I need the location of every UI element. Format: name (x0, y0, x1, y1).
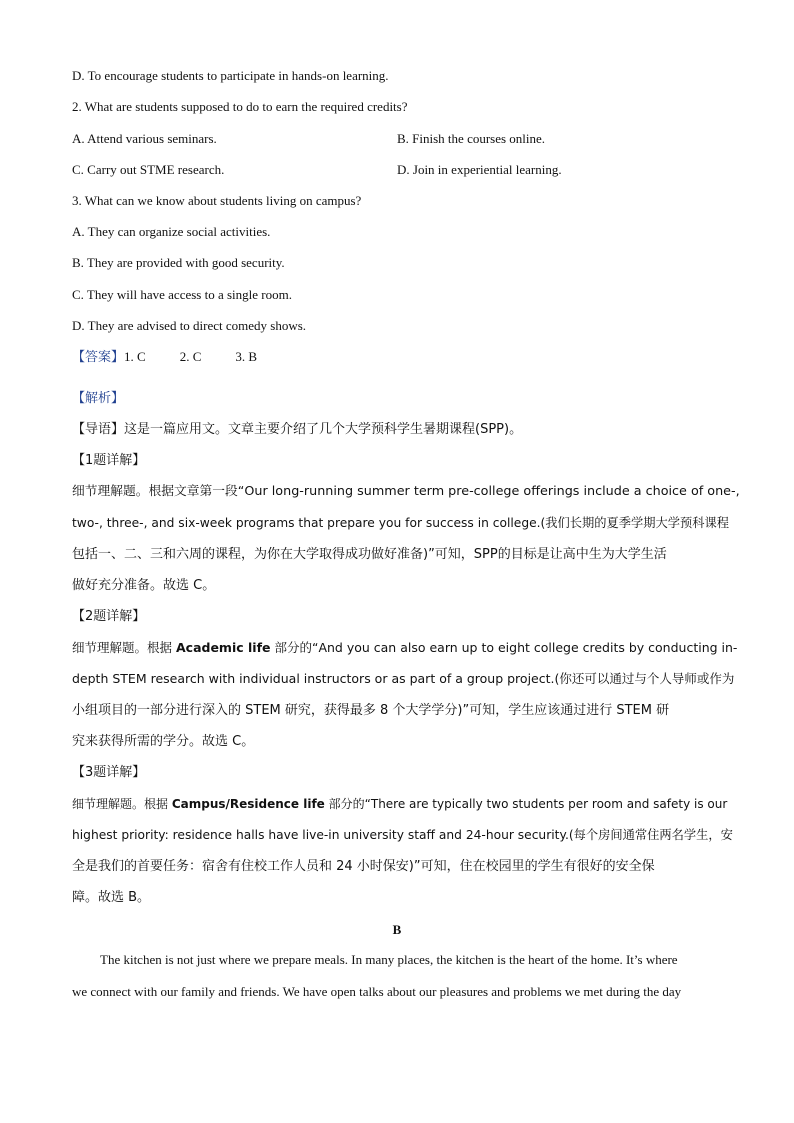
q2-option-b: B. Finish the courses online. (397, 131, 546, 146)
answer-label: 【答案】 (72, 350, 125, 365)
detail-2-section-name: Academic life (175, 640, 271, 655)
intro-line (72, 421, 522, 439)
detail-2-line-1-pre: 细节理解题。根据 (72, 640, 176, 655)
detail-3-line-1-post: 部分的“There are typically two students per room and safety is our (324, 797, 728, 811)
detail-2-line-2: depth STEM research with individual instructors or as part of a group project.(你还可以通过与个人导师或作为 (72, 671, 735, 686)
detail-3-line-1-pre: 细节理解题。根据 (72, 797, 172, 811)
detail-1-line-4: 做好充分准备。故选 C。 (72, 578, 216, 593)
detail-1-line-3: 包括一、二、三和六周的课程，为你在大学取得成功做好准备)”可知，SPP的目标是让高中生为大学生活 (72, 547, 667, 562)
detail-2-line-3: 小组项目的一部分进行深入的 STEM 研究，获得最多 8 个大学学分)”可知，学生应该通过进行 STEM 研 (72, 703, 670, 718)
q2-option-d: D. Join in experiential learning. (397, 162, 562, 177)
q3-question: 3. What can we know about students living on campus? (72, 193, 362, 208)
section-b-heading: B (392, 922, 402, 937)
detail-2-line-4: 究来获得所需的学分。故选 C。 (72, 734, 255, 749)
q1-option-d: D. To encourage students to participate in hands-on learning. (72, 68, 389, 83)
detail-3-line-4: 障。故选 B。 (72, 890, 151, 905)
detail-3-section-name: Campus/Residence life (171, 797, 325, 811)
detail-2-label: 【2题详解】 (72, 609, 146, 624)
answer-item-3: 3. B (235, 349, 258, 364)
answer-item-1: 1. C (124, 349, 146, 364)
q3-option-b: B. They are provided with good security. (72, 255, 285, 270)
intro-label: 【导语】 (72, 422, 125, 437)
q3-option-a: A. They can organize social activities. (72, 224, 271, 239)
detail-1-line-2: two-, three-, and six-week programs that prepare you for success in college.(我们长期的夏季学期大学预科课程 (72, 516, 730, 530)
intro-text: 这是一篇应用文。文章主要介绍了几个大学预科学生暑期课程(SPP)。 (124, 422, 523, 437)
detail-2-line-1 (72, 639, 738, 657)
passage-b-line-1: The kitchen is not just where we prepare meals. In many places, the kitchen is the heart of the home. It’s where (100, 952, 678, 967)
analysis-label: 【解析】 (72, 391, 125, 406)
answer-item-2: 2. C (179, 349, 202, 364)
detail-3-label: 【3题详解】 (72, 765, 146, 780)
q2-option-c: C. Carry out STME research. (72, 162, 225, 177)
detail-3-line-1 (72, 795, 728, 813)
detail-3-line-3: 全是我们的首要任务：宿舍有住校工作人员和 24 小时保安)”可知，住在校园里的学生有很好的安全保 (72, 859, 655, 874)
detail-1-line-1: 细节理解题。根据文章第一段“Our long-running summer term pre-college offerings include a choice of one-, (72, 484, 740, 499)
q3-option-d: D. They are advised to direct comedy shows. (72, 318, 307, 333)
detail-2-line-1-post: 部分的“And you can also earn up to eight college credits by conducting in- (270, 640, 738, 655)
q2-question: 2. What are students supposed to do to earn the required credits? (72, 99, 408, 114)
q3-option-c: C. They will have access to a single room. (72, 287, 292, 302)
detail-3-line-2: highest priority: residence halls have live-in university staff and 24-hour security.(每个房间通常住两名学生，安 (72, 828, 733, 842)
q2-option-a: A. Attend various seminars. (72, 131, 217, 146)
passage-b-line-2: we connect with our family and friends. We have open talks about our pleasures and problems we met during the day (72, 984, 682, 999)
detail-1-label: 【1题详解】 (72, 453, 146, 468)
answer-line (72, 348, 291, 367)
